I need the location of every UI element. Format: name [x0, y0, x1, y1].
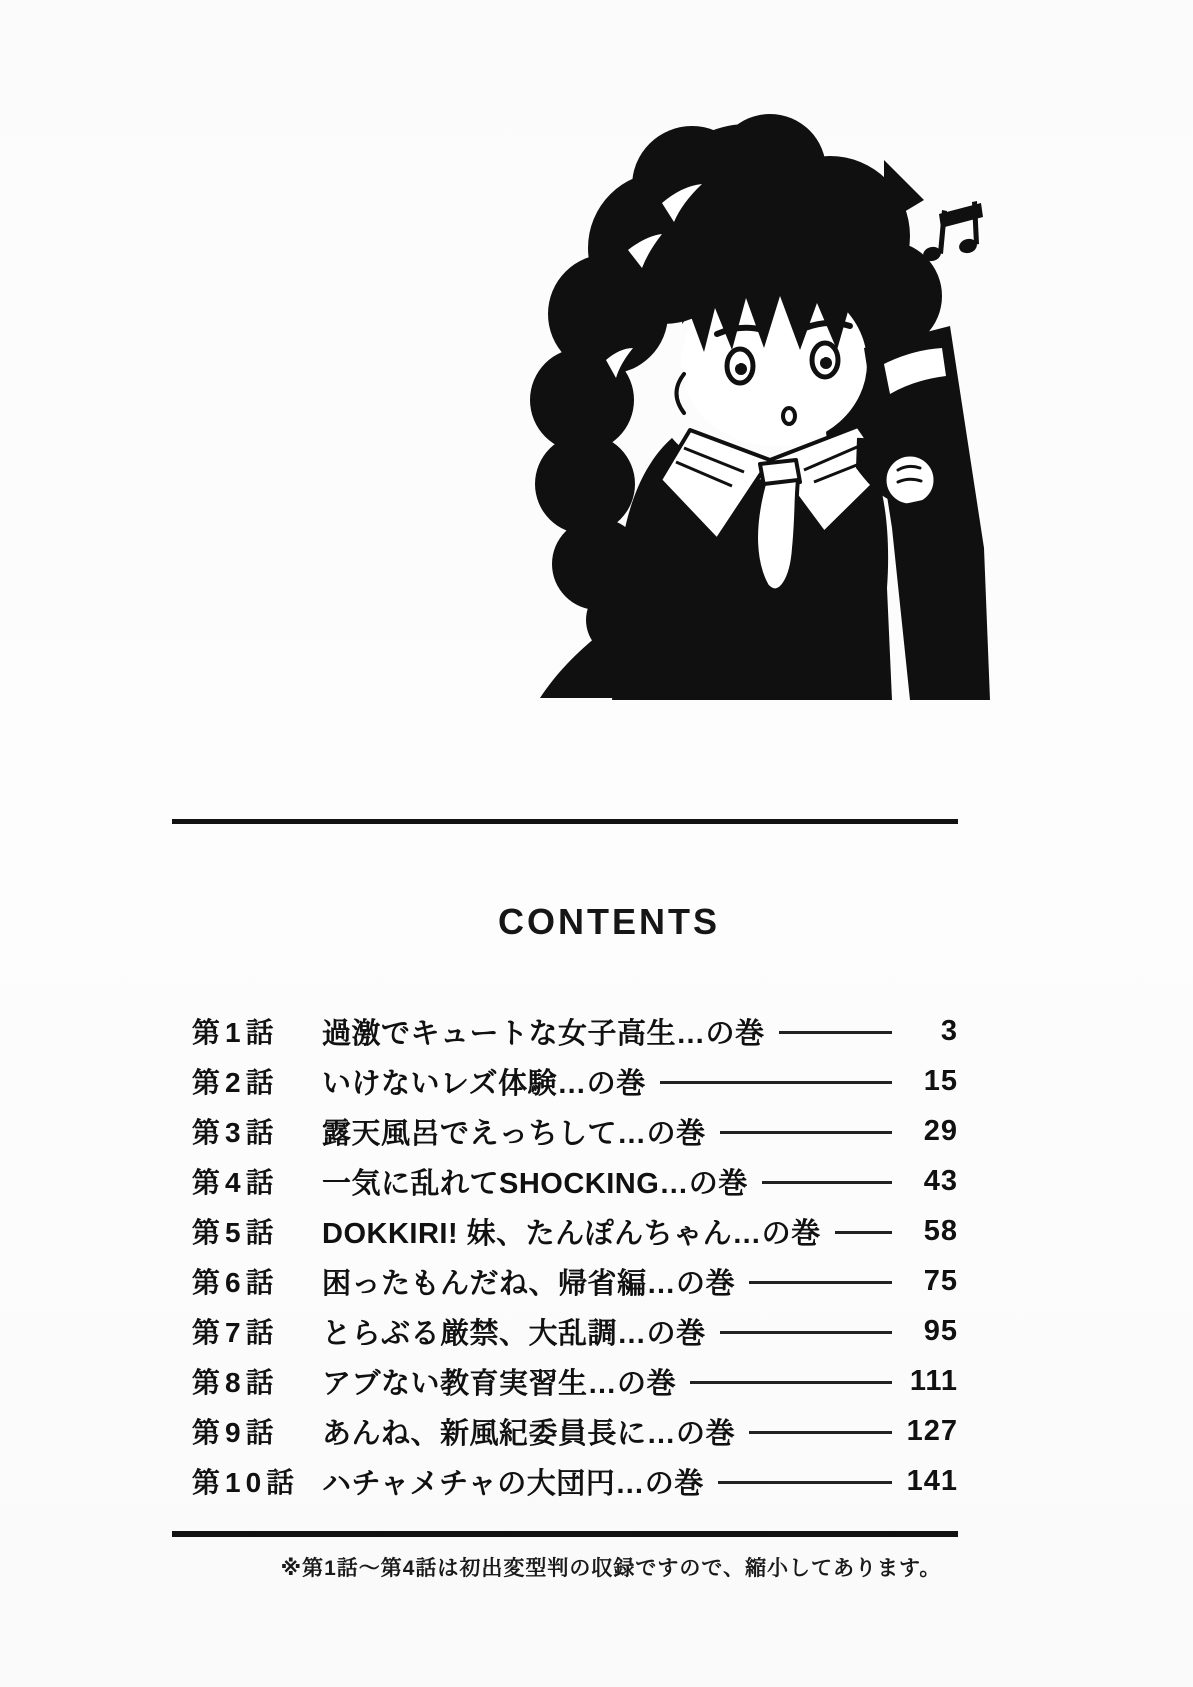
leader-line: [690, 1381, 892, 1384]
page-number: 95: [923, 1314, 958, 1347]
music-note-icon: [921, 201, 983, 263]
page-number: 141: [906, 1464, 958, 1497]
toc-row: [172, 1456, 958, 1506]
chapter-label: 第6話: [192, 1267, 279, 1298]
chapter-label: 第5話: [192, 1217, 279, 1248]
top-divider: [172, 819, 958, 824]
ear: [677, 374, 685, 413]
chapter-title: 過激でキュートな女子高生…の巻: [322, 1017, 765, 1050]
leader-line: [835, 1231, 892, 1234]
page-number: 3: [940, 1014, 958, 1047]
chapter-label: 第4話: [192, 1167, 279, 1198]
chapter-label: 第1話: [192, 1017, 279, 1048]
leader-line: [749, 1431, 892, 1434]
toc-row: [172, 1106, 958, 1156]
page-number: 111: [909, 1364, 958, 1397]
toc-row: [172, 1256, 958, 1306]
page-number: 58: [923, 1214, 958, 1247]
chapter-title: あんね、新風紀委員長に…の巻: [322, 1417, 736, 1450]
page-title: CONTENTS: [498, 901, 720, 942]
chapter-title: 困ったもんだね、帰省編…の巻: [322, 1267, 736, 1300]
chapter-title: 露天風呂でえっちして…の巻: [322, 1117, 706, 1150]
toc-row: [172, 1306, 958, 1356]
leader-line: [720, 1131, 892, 1134]
leader-line: [718, 1481, 892, 1484]
toc-row: [172, 1156, 958, 1206]
chapter-title: アブない教育実習生…の巻: [322, 1367, 677, 1400]
chapter-title: ハチャメチャの大団円…の巻: [322, 1467, 704, 1500]
chapter-title: とらぶる厳禁、大乱調…の巻: [322, 1317, 706, 1350]
toc-row: [172, 1206, 958, 1256]
chapter-title: いけないレズ体験…の巻: [322, 1067, 646, 1100]
toc-row: [172, 1006, 958, 1056]
chapter-label: 第2話: [192, 1067, 279, 1098]
toc-row: [172, 1056, 958, 1106]
leader-line: [749, 1281, 892, 1284]
leader-line: [720, 1331, 892, 1334]
mouth: [783, 408, 795, 424]
leader-line: [660, 1081, 892, 1084]
chapter-label: 第10話: [192, 1467, 300, 1498]
footnote: ※第1話～第4話は初出変型判の収録ですので、縮小してあります。: [280, 1557, 942, 1580]
table-of-contents: [172, 1006, 958, 1506]
manga-girl-illustration: [512, 108, 1004, 700]
page-number: 43: [923, 1164, 958, 1197]
chapter-title: DOKKIRI! 妹、たんぽんちゃん…の巻: [322, 1217, 821, 1250]
page-number: 15: [923, 1064, 958, 1097]
page-number: 75: [923, 1264, 958, 1297]
chapter-label: 第3話: [192, 1117, 279, 1148]
toc-row: [172, 1356, 958, 1406]
leader-line: [762, 1181, 892, 1184]
page-number: 29: [923, 1114, 958, 1147]
chapter-title: 一気に乱れてSHOCKING…の巻: [322, 1167, 748, 1200]
chapter-label: 第7話: [192, 1317, 279, 1348]
chapter-label: 第9話: [192, 1417, 279, 1448]
leader-line: [779, 1031, 892, 1034]
toc-row: [172, 1406, 958, 1456]
page-number: 127: [906, 1414, 958, 1447]
bottom-divider: [172, 1531, 958, 1537]
chapter-label: 第8話: [192, 1367, 279, 1398]
